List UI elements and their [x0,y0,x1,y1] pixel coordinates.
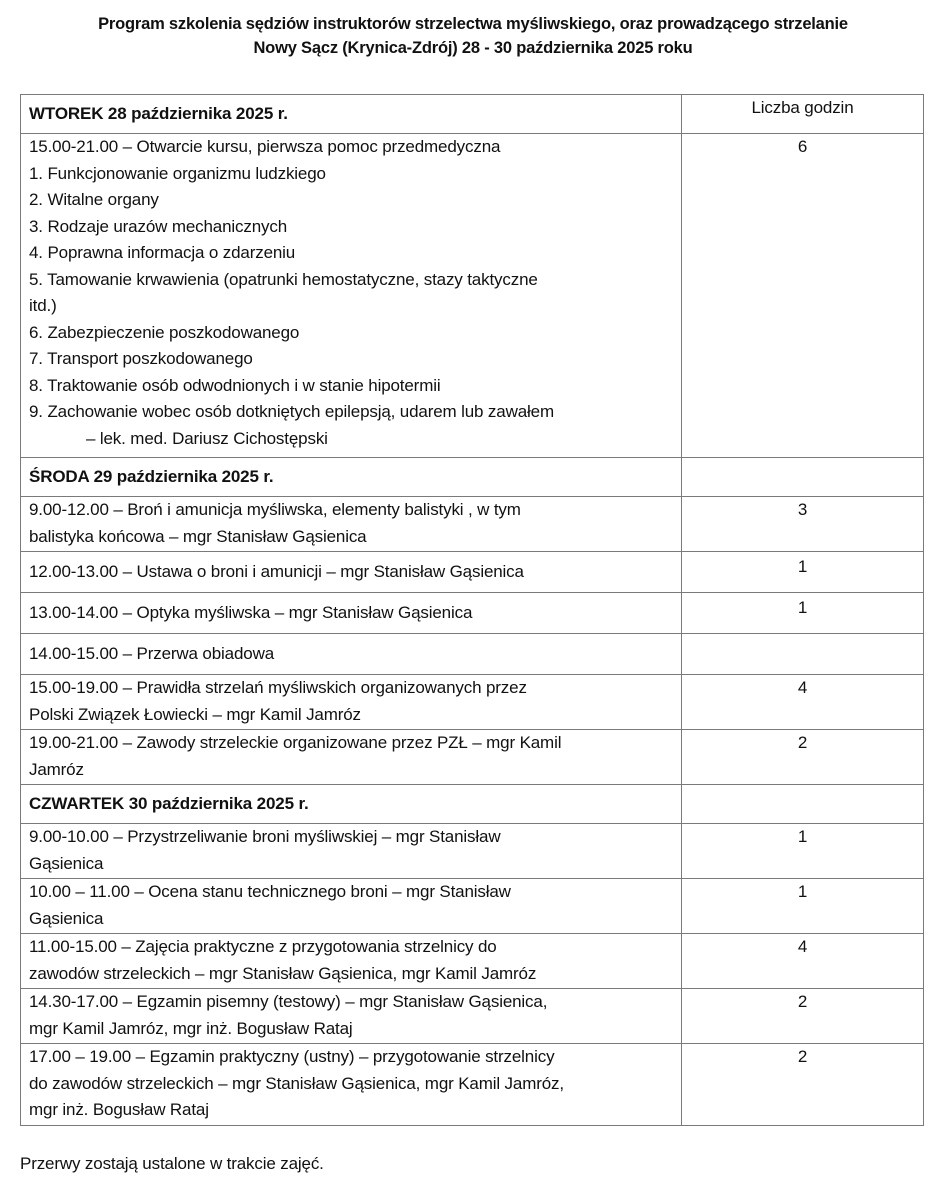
hours-cell: 1 [682,593,924,634]
activity-cell [21,1044,682,1126]
hours-cell-empty [682,785,924,824]
footer-note: Przerwy zostają ustalone w trakcie zajęć. [20,1154,324,1173]
hours-cell: 1 [682,552,924,593]
activity-line: mgr inż. Bogusław Rataj [29,1100,209,1119]
table-row [21,675,924,730]
hours-cell: 2 [682,1044,924,1126]
activity-cell [21,497,682,552]
activity-line: Gąsienica [29,853,104,873]
activity-line: 17.00 – 19.00 – Egzamin praktyczny (ustny) – przygotowanie strzelnicy [29,1047,555,1066]
table-row [21,552,924,593]
activity-line: 9. Zachowanie wobec osób dotkniętych epilepsją, udarem lub zawałem [29,402,554,421]
hours-cell: 1 [682,824,924,879]
activity-line: 15.00-19.00 – Prawidła strzelań myśliwskich organizowanych przez [29,678,527,697]
activity-line: mgr Kamil Jamróz, mgr inż. Bogusław Rataj [29,1018,353,1038]
activity-line: 3. Rodzaje urazów mechanicznych [29,216,288,236]
activity-cell [21,634,682,675]
hours-cell-empty [682,458,924,497]
day-heading: ŚRODA 29 października 2025 r. [21,458,682,497]
activity-line: 6. Zabezpieczenie poszkodowanego [29,322,300,342]
title-line-1: Program szkolenia sędziów instruktorów strzelectwa myśliwskiego, oraz prowadzącego strzelanie [98,15,848,33]
lecturer-line: – lek. med. Dariusz Cichostępski [86,428,328,448]
day-header-row [21,458,924,497]
activity-line: 14.30-17.00 – Egzamin pisemny (testowy) – mgr Stanisław Gąsienica, [29,992,548,1011]
day-heading: WTOREK 28 października 2025 r. [21,95,682,134]
hours-cell [682,634,924,675]
activity-cell [21,989,682,1044]
activity-line: 13.00-14.00 – Optyka myśliwska – mgr Stanisław Gąsienica [29,602,473,622]
activity-line: 10.00 – 11.00 – Ocena stanu technicznego broni – mgr Stanisław [29,882,511,901]
activity-line: 19.00-21.00 – Zawody strzeleckie organizowane przez PZŁ – mgr Kamil [29,733,562,752]
hours-cell: 4 [682,934,924,989]
schedule-table [20,94,924,1126]
activity-line: 11.00-15.00 – Zajęcia praktyczne z przygotowania strzelnicy do [29,937,497,956]
hours-cell: 1 [682,879,924,934]
activity-line: balistyka końcowa – mgr Stanisław Gąsienica [29,526,367,546]
table-row [21,593,924,634]
hours-cell: 2 [682,730,924,785]
table-row [21,934,924,989]
activity-line: itd.) [29,296,57,315]
activity-line: Gąsienica [29,908,104,928]
hours-column-header: Liczba godzin [682,95,924,134]
hours-cell: 3 [682,497,924,552]
activity-cell [21,134,682,458]
day-heading: CZWARTEK 30 października 2025 r. [21,785,682,824]
activity-line: 4. Poprawna informacja o zdarzeniu [29,243,296,262]
hours-cell: 6 [682,134,924,458]
activity-line: 2. Witalne organy [29,190,159,209]
table-row [21,1044,924,1126]
activity-line: Polski Związek Łowiecki – mgr Kamil Jamróz [29,704,361,724]
activity-line: 8. Traktowanie osób odwodnionych i w stanie hipotermii [29,375,441,395]
activity-line: 7. Transport poszkodowanego [29,349,253,368]
title-line-2: Nowy Sącz (Krynica-Zdrój) 28 - 30 października 2025 roku [253,39,693,57]
table-row [21,134,924,458]
table-row [21,497,924,552]
activity-line: 1. Funkcjonowanie organizmu ludzkiego [29,163,326,183]
activity-cell [21,730,682,785]
activity-cell [21,824,682,879]
activity-line: Jamróz [29,759,84,779]
activity-cell [21,934,682,989]
activity-cell [21,593,682,634]
table-row [21,879,924,934]
activity-line: 9.00-12.00 – Broń i amunicja myśliwska, elementy balistyki , w tym [29,500,521,519]
activity-line: zawodów strzeleckich – mgr Stanisław Gąsienica, mgr Kamil Jamróz [29,963,537,983]
activity-line: do zawodów strzeleckich – mgr Stanisław Gąsienica, mgr Kamil Jamróz, [29,1073,564,1093]
activity-line: 9.00-10.00 – Przystrzeliwanie broni myśliwskiej – mgr Stanisław [29,827,501,846]
table-row [21,634,924,675]
day-header-row [21,785,924,824]
activity-cell [21,552,682,593]
hours-cell: 4 [682,675,924,730]
activity-cell [21,675,682,730]
day-header-row [21,95,924,134]
activity-line: 12.00-13.00 – Ustawa o broni i amunicji – mgr Stanisław Gąsienica [29,561,524,581]
activity-cell [21,879,682,934]
table-row [21,730,924,785]
document-title [0,12,946,60]
activity-line: 15.00-21.00 – Otwarcie kursu, pierwsza pomoc przedmedyczna [29,137,501,156]
activity-line: 14.00-15.00 – Przerwa obiadowa [29,643,274,663]
hours-cell: 2 [682,989,924,1044]
table-row [21,989,924,1044]
table-row [21,824,924,879]
activity-line: 5. Tamowanie krwawienia (opatrunki hemostatyczne, stazy taktyczne [29,269,538,289]
